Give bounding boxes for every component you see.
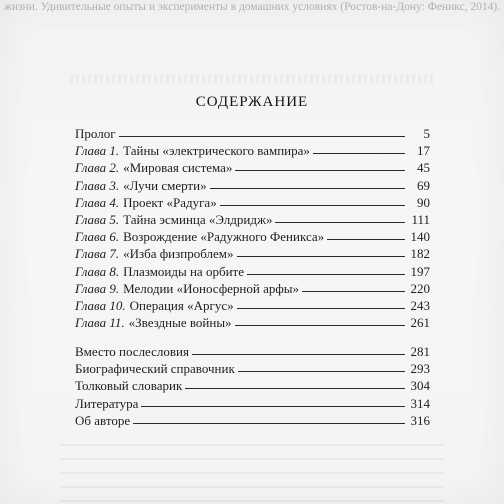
page-number: 45 [417,160,430,176]
toc-row[interactable] [75,178,430,195]
chapter-prefix: Глава 3. [75,177,120,193]
leader-line [313,153,405,154]
toc-row[interactable] [75,361,430,378]
bleed-through-text [70,74,434,84]
entry-label: Плазмоиды на орбите [123,263,244,279]
page-number: 17 [417,143,430,159]
chapter-prefix: Глава 8. [75,263,120,279]
leader-line [237,256,406,257]
page-title: СОДЕРЖАНИЕ [195,94,309,110]
leader-line [119,136,405,137]
entry-label: Тайна эсминца «Элдридж» [123,211,273,227]
leader-line [235,170,405,171]
toc-row[interactable] [75,344,430,361]
entry-label: Об авторе [75,412,131,428]
chapter-prefix: Глава 6. [75,229,120,245]
toc-row[interactable] [75,315,430,332]
page-number: 293 [410,361,430,377]
page-number: 281 [410,344,430,359]
chapter-prefix: Глава 7. [75,246,120,262]
leader-line [133,423,405,424]
entry-label: «Лучи смерти» [123,177,207,193]
entry-label: Толковый словарик [75,378,183,394]
toc-row[interactable] [75,212,430,229]
previous-text-fragment [0,0,504,14]
chapter-prefix: Глава 4. [75,194,120,210]
leader-line [210,188,405,189]
entry-label: Возрождение «Радужного Феникса» [123,229,325,245]
entry-label: «Мировая система» [123,160,233,176]
entry-label: Мелодии «Ионосферной арфы» [123,280,300,296]
page-number: 90 [417,194,430,210]
leader-line [275,222,405,223]
toc-row[interactable] [75,160,430,177]
chapter-prefix: Глава 11. [75,315,125,331]
toc-back-matter [75,344,430,430]
page-number: 304 [410,378,430,394]
chapter-prefix: Глава 1. [75,143,120,159]
toc-row[interactable] [75,143,430,160]
leader-line [247,274,405,275]
entry-label: «Звездные войны» [128,315,232,331]
entry-label: Пролог [75,126,116,141]
leader-line [302,291,405,292]
toc-row[interactable] [75,413,430,430]
chapter-prefix: Глава 5. [75,211,120,227]
entry-label: Вместо послесловия [75,344,189,359]
toc-row[interactable] [75,298,430,315]
page-number: 182 [410,246,430,262]
page-number: 5 [423,126,430,141]
entry-label: Литература [75,395,139,411]
page-number: 316 [410,412,430,428]
entry-label: «Изба физпроблем» [123,246,234,262]
leader-line [185,388,405,389]
page-number: 69 [417,177,430,193]
toc-row[interactable] [75,281,430,298]
toc-row[interactable] [75,378,430,395]
toc-row[interactable] [75,264,430,281]
page-number: 220 [410,280,430,296]
leader-line [220,205,405,206]
page-number: 261 [410,315,430,331]
page-number: 111 [411,211,430,227]
chapter-prefix: Глава 9. [75,280,120,296]
leader-line [192,354,405,355]
entry-label: Проект «Радуга» [123,194,217,210]
leader-line [141,406,405,407]
leader-line [238,371,405,372]
bleed-through-lines [60,444,444,504]
page-number: 197 [410,263,430,279]
toc-row[interactable] [75,195,430,212]
toc-row[interactable] [75,126,430,143]
chapter-prefix: Глава 10. [75,297,126,313]
page-number: 243 [410,297,430,313]
entry-label: Операция «Аргус» [129,297,234,313]
entry-label: Биографический справочник [75,361,235,377]
toc-row[interactable] [75,396,430,413]
page-number: 314 [410,395,430,411]
toc-row[interactable] [75,246,430,263]
leader-line [237,308,405,309]
previous-text-fragment-text: жизни. Удивительные опыты и эксперименты в домашних условиях (Ростов-на-Дону: Феникс, 2014). [3,1,501,13]
toc-chapters [75,126,430,332]
entry-label: Тайны «электрического вампира» [123,143,310,159]
page-number: 140 [410,229,430,245]
leader-line [235,325,405,326]
leader-line [327,239,405,240]
toc-row[interactable] [75,229,430,246]
chapter-prefix: Глава 2. [75,160,120,176]
